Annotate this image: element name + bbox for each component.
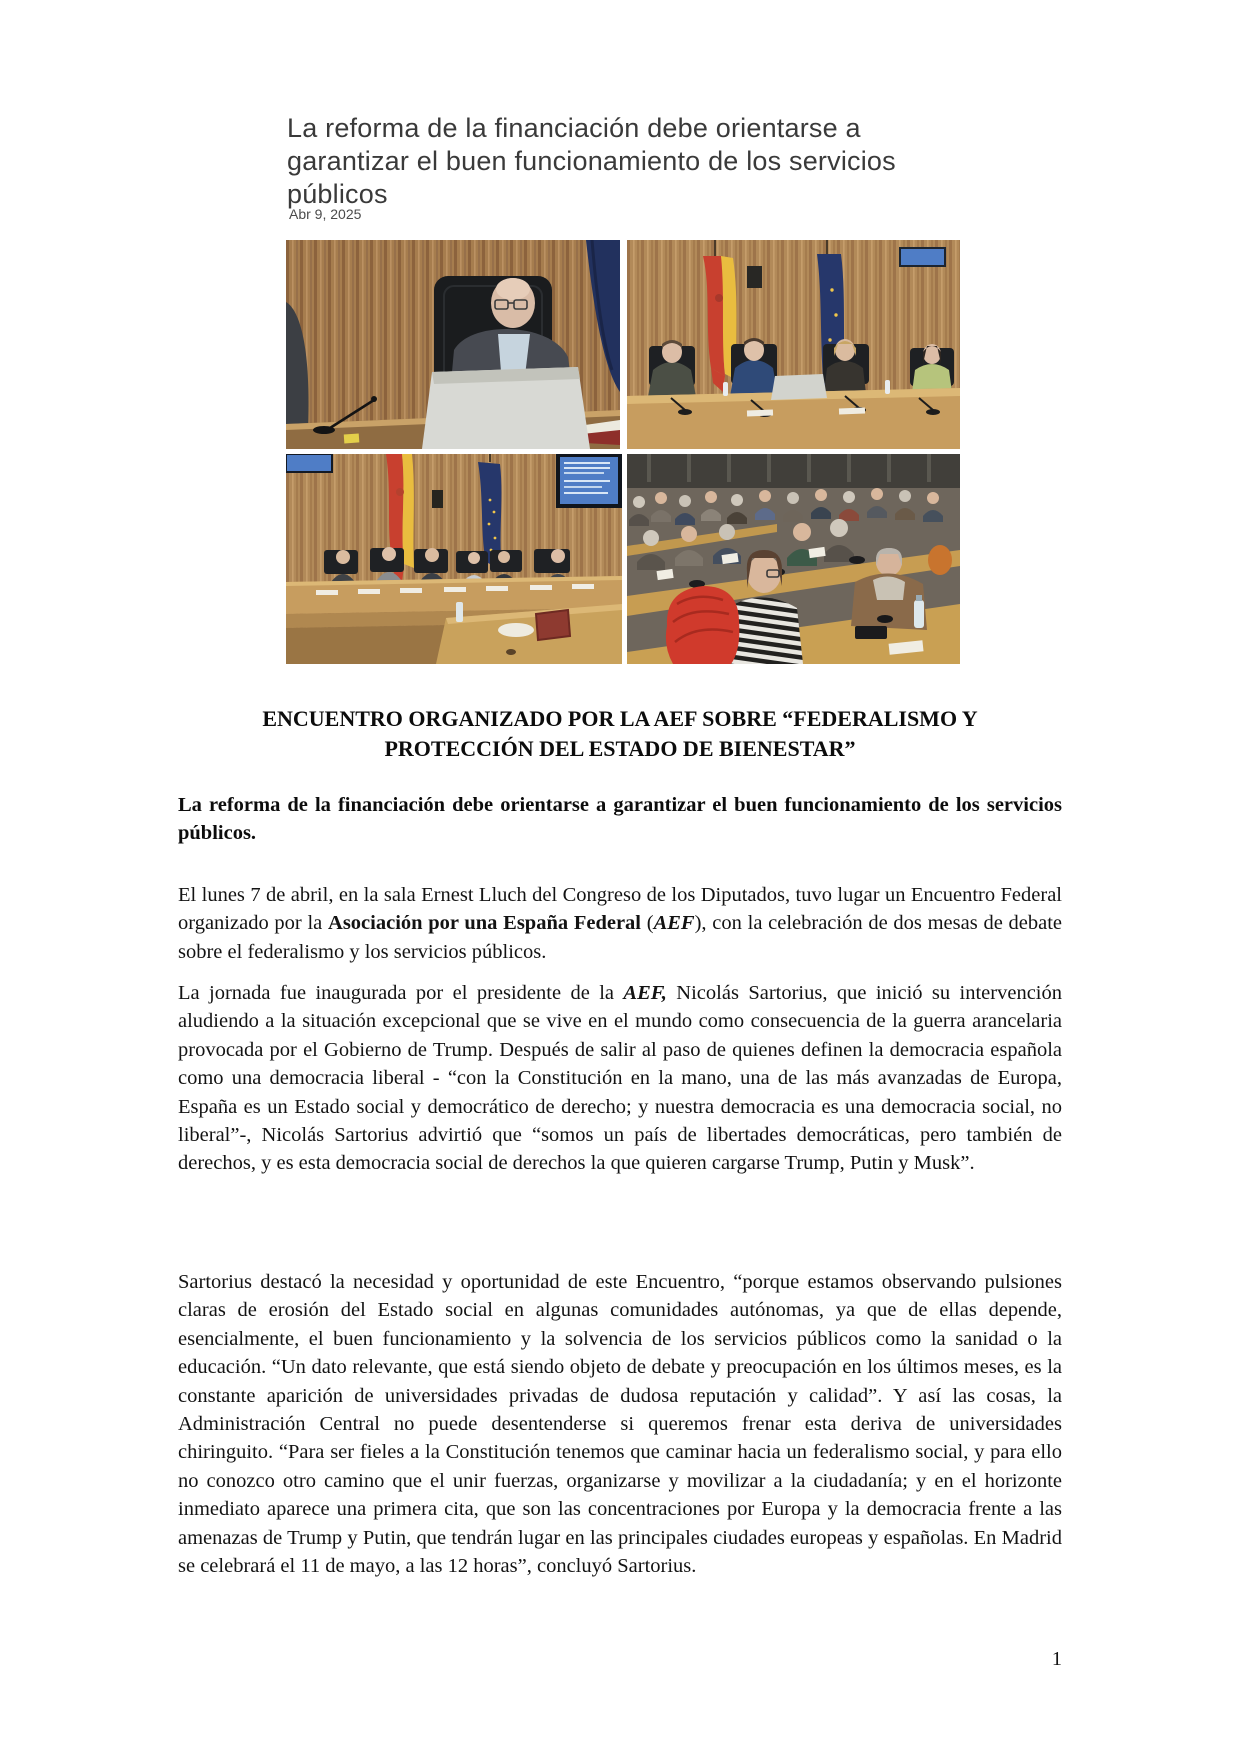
red-haired-person [666,586,739,664]
wall-speaker [432,490,443,508]
papers [747,410,773,417]
papers [839,408,865,415]
back-wall [627,454,960,488]
photo-audience [627,454,960,664]
water-bottle [456,602,463,622]
document-heading-line: PROTECCIÓN DEL ESTADO DE BIENESTAR” [384,736,856,761]
page-number: 1 [1051,1648,1062,1670]
paragraph-2: La jornada fue inaugurada por el presidente de la AEF, Nicolás Sartorius, que inició su intervención aludiendo a la situación excepcional que se vive en el mundo como consecuencia de la guerra arancelaria provocada por el Gobierno de Trump. Después de salir al paso de quienes definen la democracia española como una democracia liberal - “con la Constitución en la mano, una de las más avanzadas de Europa, España es un Estado social y democrático de derecho; y nuestra democracia es una democracia social, no liberal”-, Nicolás Sartorius advirtió que “somos un país de libertades democráticas, pero también de derechos, y es esta democracia social de derechos la que quieren cargarse Trump, Putin y Musk”. [178,982,1063,1175]
yellow-note [344,433,360,443]
document-heading-line: ENCUENTRO ORGANIZADO POR LA AEF SOBRE “FEDERALISMO Y [262,706,978,731]
water-bottle [885,380,890,394]
red-chair [536,610,570,640]
document-heading [178,704,1062,764]
article-date: Abr 9, 2025 [289,206,362,222]
photo-panel-wide-view [286,454,622,664]
screen-fragment [286,454,332,472]
paragraph-3: Sartorius destacó la necesidad y oportunidad de este Encuentro, “porque estamos observando pulsiones claras de erosión del Estado social en algunas comunidades autónomas, ya que de ellas depende, esencialmente, el buen funcionamiento y la solvencia de los servicios públicos como la sanidad o la educación. “Un dato relevante, que está siendo objeto de debate y preocupación en los últimos meses, es la constante aparición de universidades privadas de dudosa reputación y calidad”. Y así las cosas, la Administración Central no puede desentenderse si queremos frenar esta deriva de universidades chiringuito. “Para ser fieles a la Constitución tenemos que caminar hacia un federalismo social, y para ello no conozco otro camino que el unir fuerzas, organizarse y movilizar a la ciudadanía; y en el horizonte inmediato aparece una primera cita, que son las concentraciones por Europa y la democracia frente a las amenazas de Trump y Putin, que tendrán lugar en las principales ciudades europeas y españolas. En Madrid se celebrará el 11 de mayo, a las 12 horas”, concluyó Sartorius. [178,1271,1062,1578]
photo-collage [286,240,960,664]
paragraph-1: El lunes 7 de abril, en la sala Ernest Lluch del Congreso de los Diputados, tuvo lugar un Encuentro Federal organizado por la Asociación por una España Federal (AEF), con la celebración de dos mesas de debate sobre el federalismo y los servicios públicos. [178,884,1063,963]
article-title-line: públicos [287,179,388,209]
article-title [287,112,907,211]
wall-screen [900,248,945,266]
wall-speaker [747,266,762,288]
laptop [771,374,827,400]
presentation-screen [556,454,622,508]
lead-paragraph: La reforma de la financiación debe orientarse a garantizar el buen funcionamiento de los servicios públicos. [178,794,1062,845]
article-title-line: garantizar el buen funcionamiento de los servicios [287,146,896,176]
papers [498,623,534,637]
photo-speaker-at-desk [286,240,620,449]
water-bottle [723,382,728,396]
article-title-line: La reforma de la financiación debe orientarse a [287,113,861,143]
photo-panel-with-flags [627,240,960,449]
